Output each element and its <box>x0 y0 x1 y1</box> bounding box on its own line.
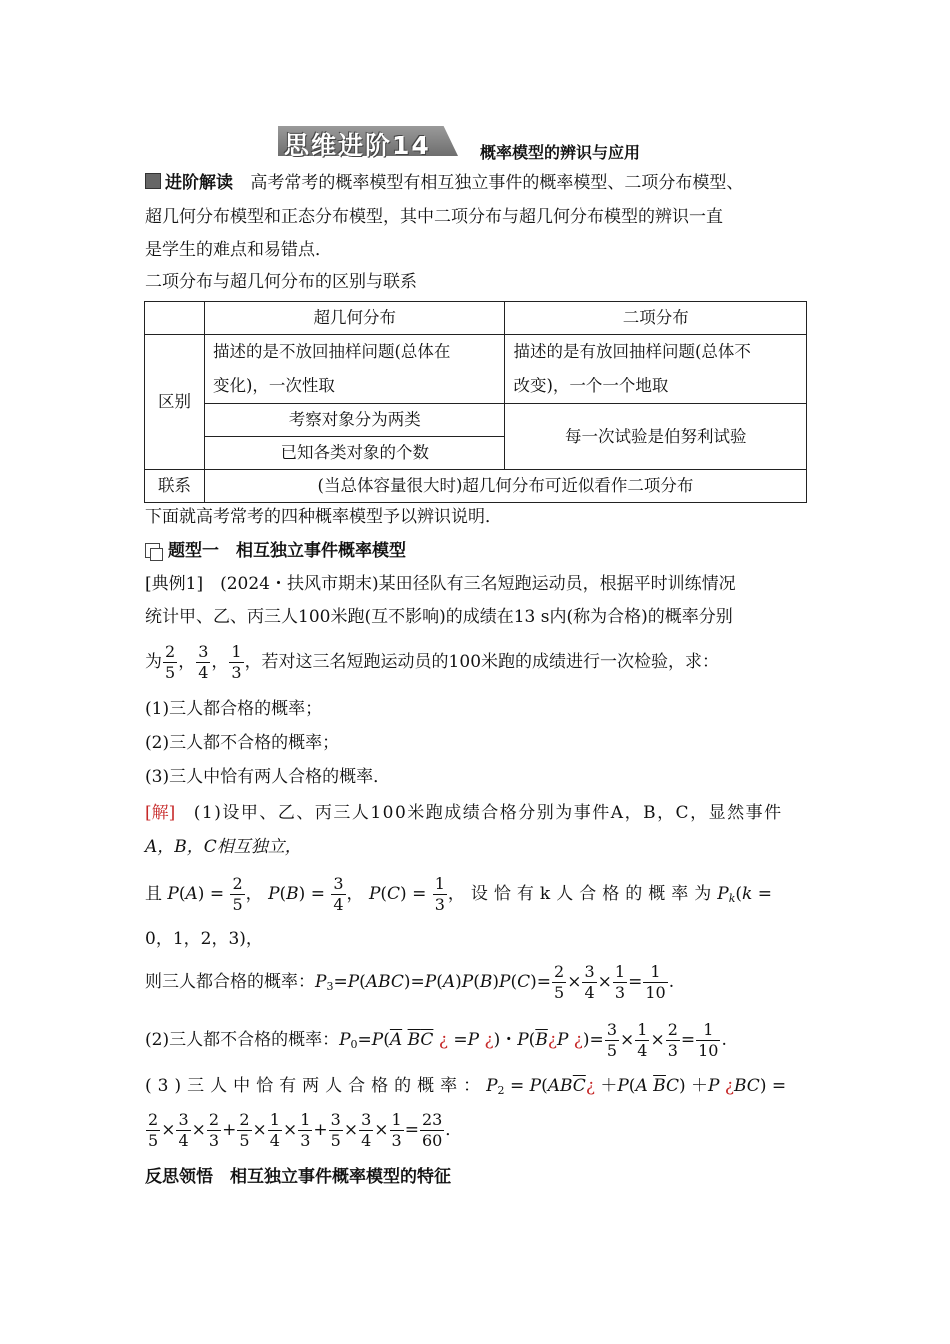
table-caption: 二项分布与超几何分布的区别与联系 <box>145 272 417 292</box>
link-text: (当总体容量很大时)超几何分布可近似看作二项分布 <box>204 470 806 503</box>
example-line-3: 为 $\frac{2}{5}$ ， $\frac{3}{4}$ ， $\frac{1}{3}$ ，若对这三名短跑运动员的100米跑的成绩进行一次检验，求： <box>145 642 720 682</box>
table-row <box>145 470 807 503</box>
fraction: $\frac{3}{4}$ <box>198 642 209 682</box>
label-square-icon <box>145 173 161 189</box>
solution-line-3: 且 P(A) = $\frac{2}{5}$ ， P(B) = $\frac{3}{4}$ ， P(C) = $\frac{1}{3}$ ，设恰有k人合格的概率为$P_k(k$ = <box>145 874 772 914</box>
intro-line-1: 进阶解读 高考常考的概率模型有相互独立事件的概率模型、二项分布模型、 <box>145 172 810 194</box>
solution-line-6: (2)三人都不合格的概率：$P_0=P(\overline{A}$ $\overline{B}\overline{C}$ ¿ =P ¿)・$P(\overline{B}¿P$ ¿)= $\frac{3}{5}$ × $\frac{1}{4}$ × $\frac{2}{3}$ = $\frac{1}{10}$ . <box>145 1020 727 1060</box>
row-label-link: 联系 <box>145 470 205 503</box>
example-tag: [典例1] <box>145 574 204 594</box>
binom-trial: 每一次试验是伯努利试验 <box>505 404 807 470</box>
intro-line-3: 是学生的难点和易错点． <box>145 240 332 260</box>
header-hypergeometric: 超几何分布 <box>204 302 505 335</box>
intro-label: 进阶解读 <box>165 173 233 193</box>
fraction: $\frac{1}{3}$ <box>434 874 445 914</box>
example-line-1: [典例1] (2024・扶风市期末)某田径队有三名短跑运动员，根据平时训练情况 <box>145 574 736 594</box>
section-title: 题型一 相互独立事件概率模型 <box>145 540 810 562</box>
solution-line-7: (3)三人中恰有两人合格的概率：$P_2$ = $P(AB\overline{C}¿ +P(A$ $\overline{B}C) +P$ ¿BC) = <box>145 1076 787 1097</box>
fraction: $\frac{1}{3}$ <box>231 642 242 682</box>
intro-line-2: 超几何分布模型和正态分布模型，其中二项分布与超几何分布模型的辨识一直 <box>145 207 723 227</box>
question-3: (3)三人中恰有两人合格的概率． <box>145 767 391 787</box>
comparison-table <box>144 301 807 503</box>
table-row <box>145 335 807 404</box>
table-header-row <box>145 302 807 335</box>
solution-line-5: 则三人都合格的概率：$P_3=P(ABC)=P(A)P(B)P(C)=$ $\frac{2}{5}$ × $\frac{3}{4}$ × $\frac{1}{3}$ = $\frac{1}{10}$ . <box>145 962 675 1002</box>
solution-line-2: A，B，C相互独立， <box>145 837 302 857</box>
question-2: (2)三人都不合格的概率； <box>145 733 340 753</box>
example-line-2: 统计甲、乙、丙三人100米跑(互不影响)的成绩在13 s内(称为合格)的概率分别 <box>145 607 733 627</box>
question-1: (1)三人都合格的概率； <box>145 699 323 719</box>
hyper-objects: 考察对象分为两类 <box>204 404 505 437</box>
solution-line-1: [解] (1)设甲、乙、丙三人100米跑成绩合格分别为事件A，B，C，显然事件 <box>145 803 783 823</box>
chapter-subtitle: 概率模型的辨识与应用 <box>480 143 641 162</box>
binom-description: 描述的是有放回抽样问题(总体不 改变)，一个一个地取 <box>505 335 807 404</box>
fraction: $\frac{2}{5}$ <box>232 874 243 914</box>
chapter-banner: 思维进阶14 <box>284 131 431 160</box>
section-icon <box>145 543 160 558</box>
solution-line-8: $\frac{2}{5}$ × $\frac{3}{4}$ × $\frac{2}{3}$ + $\frac{2}{5}$ × $\frac{1}{4}$ × $\frac{1}{3}$ + $\frac{3}{5}$ × $\frac{3}{4}$ × $\frac{1}{3}$ = $\frac{23}{60}$ ． <box>148 1110 463 1150</box>
header-binomial: 二项分布 <box>505 302 807 335</box>
hyper-description: 描述的是不放回抽样问题(总体在 变化)，一次性取 <box>204 335 505 404</box>
solution-tag: [解] <box>145 803 176 823</box>
fraction: $\frac{3}{4}$ <box>333 874 344 914</box>
row-label-difference: 区别 <box>145 335 205 470</box>
after-table-text: 下面就高考常考的四种概率模型予以辨识说明． <box>145 507 502 527</box>
hyper-known: 已知各类对象的个数 <box>204 437 505 470</box>
reflection-title: 反思领悟 相互独立事件概率模型的特征 <box>145 1167 451 1187</box>
fraction: $\frac{2}{5}$ <box>165 642 176 682</box>
table-row <box>145 404 807 437</box>
solution-line-4: 0，1，2，3)， <box>145 929 263 949</box>
